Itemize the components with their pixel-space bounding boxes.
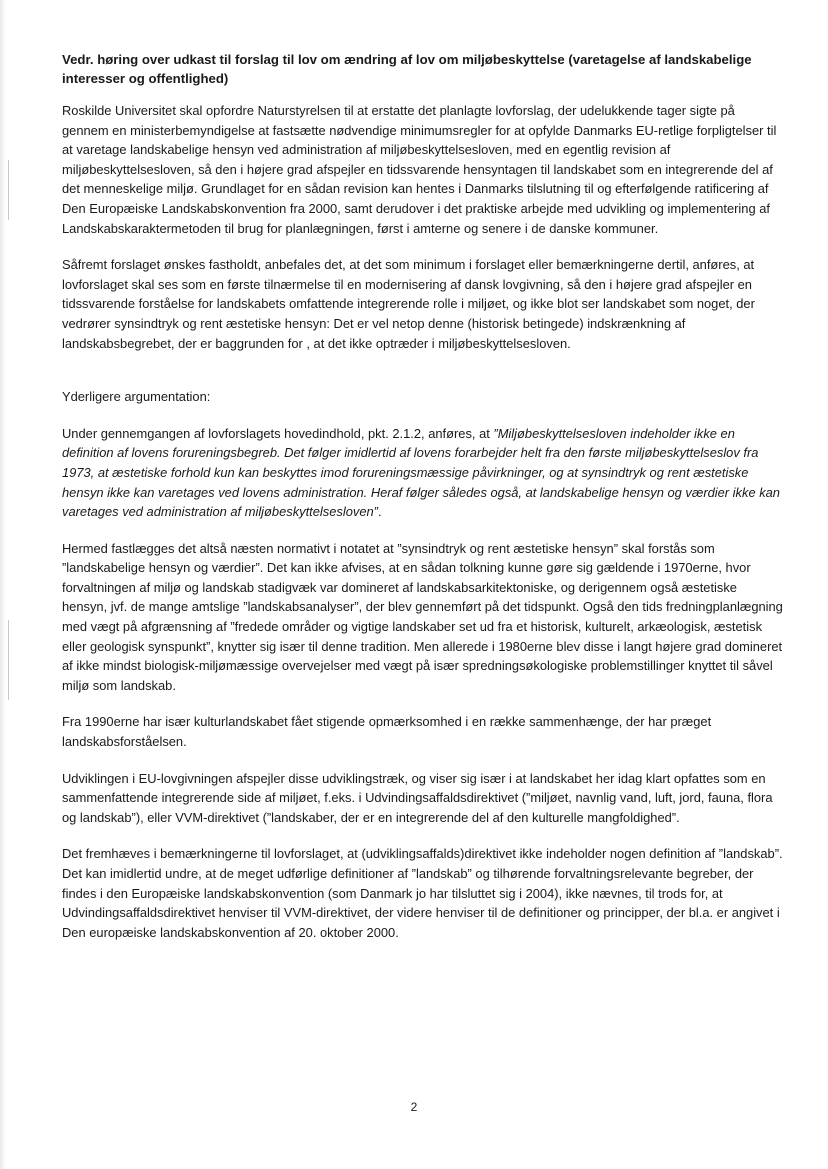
document-page bbox=[62, 50, 784, 959]
paragraph-4-intro: Under gennemgangen af lovforslagets hovedindhold, pkt. 2.1.2, anføres, at bbox=[62, 425, 494, 441]
paragraph-7: Udviklingen i EU-lovgivningen afspejler disse udviklingstræk, og viser sig især i at landskabet her idag klart opfattes som en sammenfattende integrerende side af miljøet, f.eks. i Udvindingsaffaldsdirektivet (”miljøet, navnlig vand, luft, jord, fauna, flora og landskab”), eller VVM-direktivet (”landskaber, der er en integrerende del af den kulturelle mangfoldighed”. bbox=[62, 770, 773, 825]
page-number: 2 bbox=[410, 1100, 418, 1114]
paragraph-4-quote: ”Miljøbeskyttelsesloven indeholder ikke en definition af lovens forureningsbegreb. Det følger imidlertid af lovens forarbejder helt fra den første miljøbeskyttelseslov fra 1973, at æstetiske forhold kun kan beskyttes imod forureningsmæssige påvirkninger, og at synsindtryk og rent æstetiske hensyn ikke kan varetages ved lovens administration. Heraf følger således også, at landskabelige hensyn og værdier ikke kan varetages ved administration af miljøbeskyttelsesloven” bbox=[62, 425, 780, 520]
scan-edge-shadow bbox=[0, 0, 6, 1169]
paragraph-further-argumentation: Yderligere argumentation: bbox=[62, 389, 211, 405]
paragraph-6: Fra 1990erne har især kulturlandskabet fået stigende opmærksomhed i en række sammenhænge, der har præget landskabsforståelsen. bbox=[62, 714, 712, 750]
scan-margin-mark bbox=[8, 160, 9, 220]
paragraph-8: Det fremhæves i bemærkningerne til lovforslaget, at (udviklingsaffalds)direktivet ikke indeholder nogen definition af ”landskab”. Det kan imidlertid undre, at de meget udførlige definitioner af ”landskab” og tilhørende forvaltningsrelevante begreber, der findes i den Europæiske landskabskonvention (som Danmark jo har tilsluttet sig i 2004), ikke nævnes, til trods for, at Udvindingsaffaldsdirektivet henviser til VVM-direktivet, der videre henviser til de definitioner og principper, der bl.a. er angivet i Den europæiske landskabskonvention af 20. oktober 2000. bbox=[62, 846, 783, 940]
document-heading: Vedr. høring over udkast til forslag til lov om ændring af lov om miljøbeskyttelse (varetagelse af landskabelige interesser og offentlighed) bbox=[62, 52, 752, 86]
paragraph-2: Såfremt forslaget ønskes fastholdt, anbefales det, at det som minimum i forslaget eller bemærkningerne dertil, anføres, at lovforslaget skal ses som en første tilnærmelse til en modernisering af dansk lovgivning, så den i højere grad afspejler en tidssvarende forståelse for landskabets omfattende integrerende rolle i miljøet, og ikke blot ser landskabet som noget, der vedrører synsindtryk og rent æstetiske hensyn: Det er vel netop denne (historisk betingede) indskrænkning af landskabsbegrebet, der er baggrunden for , at det ikke optræder i miljøbeskyttelsesloven. bbox=[62, 257, 755, 351]
paragraph-4 bbox=[62, 424, 784, 522]
scan-margin-mark bbox=[8, 620, 9, 700]
paragraph-1: Roskilde Universitet skal opfordre Naturstyrelsen til at erstatte det planlagte lovforslag, der udelukkende tager sigte på gennem en ministerbemyndigelse at fastsætte nødvendige minimumsregler for at opfylde Danmarks EU-retlige forpligtelser til at varetage landskabelige hensyn ved administration af miljøbeskyttelsesloven, med en egentlig revision af miljøbeskyttelsesloven, så den i højere grad afspejler en tidssvarende hensyntagen til landskabet som en integrerende del af det menneskelige miljø. Grundlaget for en sådan revision kan hentes i Danmarks tilslutning til og efterfølgende ratificering af Den Europæiske Landskabskonvention fra 2000, samt derudover i det praktiske arbejde med udvikling og implementering af Landskabskaraktermetoden til brug for planlægningen, først i amterne og senere i de danske kommuner. bbox=[62, 103, 777, 236]
paragraph-5: Hermed fastlægges det altså næsten normativt i notatet at ”synsindtryk og rent æstetiske hensyn” skal forstås som ”landskabelige hensyn og værdier”. Det kan ikke afvises, at en sådan tolkning kunne gøre sig gældende i 1970erne, hvor forvaltningen af miljø og landskab stadigvæk var domineret af landskabsarkitektoniske, og derigennem også æstetiske hensyn, jvf. de mange amtslige ”landskabsanalyser”, der blev gennemført på det tidspunkt. Også den tids fredningplanlægning med vægt på afgrænsning af ”fredede områder og vigtige landskaber set ud fra et historisk, kulturelt, arkæologisk, æstetisk eller geologisk synspunkt”, knytter sig især til denne tradition. Men allerede i 1980erne blev disse i langt højere grad domineret af ikke mindst biologisk-miljømæssige overvejelser med vægt på især spredningsøkologiske problemstillinger knyttet til såvel miljø som landskab. bbox=[62, 540, 783, 693]
paragraph-4-end: . bbox=[377, 504, 382, 520]
